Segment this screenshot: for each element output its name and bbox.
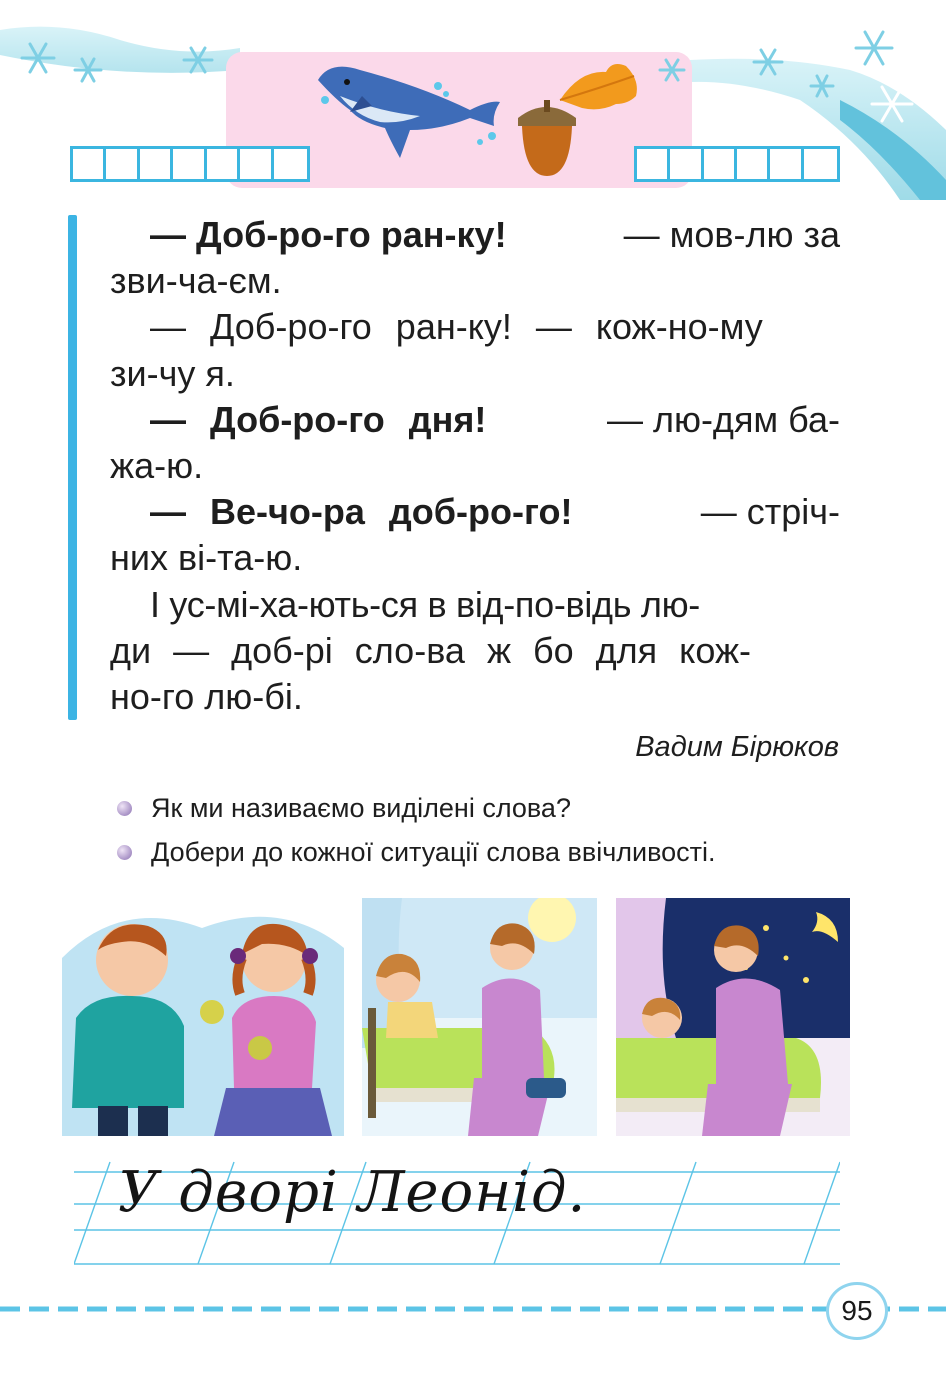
polite-word: — Ве-чо-ра доб-ро-го! — [150, 491, 573, 533]
poem-line — [110, 212, 840, 258]
question-text: Як ми називаємо виділені слова? — [151, 793, 571, 823]
polite-word: — Доб-ро-го ран-ку! — [150, 214, 507, 255]
poem-line — [110, 304, 840, 350]
question-item — [117, 830, 716, 874]
footer-dashed-line — [0, 1306, 946, 1312]
letter-boxes-right — [634, 146, 840, 182]
poem-text — [110, 212, 840, 720]
poem-line-text: зи-чу я. — [110, 352, 235, 394]
poem-line — [110, 489, 840, 535]
bullet-icon — [117, 801, 132, 816]
poem-line-text: но-го лю-бі. — [110, 676, 303, 718]
question-text: Добери до кожної ситуації слова ввічливості. — [151, 837, 716, 867]
question-item — [117, 786, 716, 830]
poem-line-text: — стріч- — [700, 491, 840, 533]
poem-line-text: — Доб-ро-го ран-ку! — кож-но-му — [150, 306, 763, 348]
bullet-icon — [117, 845, 132, 860]
illustration-morning-bedroom — [362, 898, 597, 1136]
poem-accent-bar — [68, 215, 77, 720]
poem-line — [110, 628, 840, 674]
poem-line-text: І ус-мі-ха-ють-ся в від-по-відь лю- — [150, 583, 700, 625]
poem-line — [110, 674, 840, 720]
poem-line — [110, 397, 840, 443]
questions-list — [117, 786, 716, 874]
letter-boxes-left — [70, 146, 310, 182]
poem-line — [110, 258, 840, 304]
poem-line-text: — мов-лю за — [623, 214, 840, 255]
poem-line — [110, 582, 840, 628]
illustration-children-greeting — [62, 898, 344, 1136]
handwriting-sample: У дворі Леонід. — [118, 1160, 587, 1225]
poem-line-text: жа-ю. — [110, 445, 204, 487]
polite-word: — Доб-ро-го дня! — [150, 398, 487, 440]
poem-line-text: зви-ча-єм. — [110, 260, 282, 302]
poem-line-text: них ві-та-ю. — [110, 537, 303, 579]
poem-line — [110, 443, 840, 489]
page-number: 95 — [826, 1282, 888, 1340]
poem-line-text: — лю-дям ба- — [606, 398, 840, 440]
page-header — [0, 0, 946, 200]
poem-line-text: ди — доб-рі сло-ва ж бо для кож- — [110, 629, 752, 671]
poem-line — [110, 351, 840, 397]
poem-line — [110, 535, 840, 581]
poem-author: Вадим Бірюков — [635, 731, 839, 763]
illustration-evening-bedroom — [616, 898, 850, 1136]
